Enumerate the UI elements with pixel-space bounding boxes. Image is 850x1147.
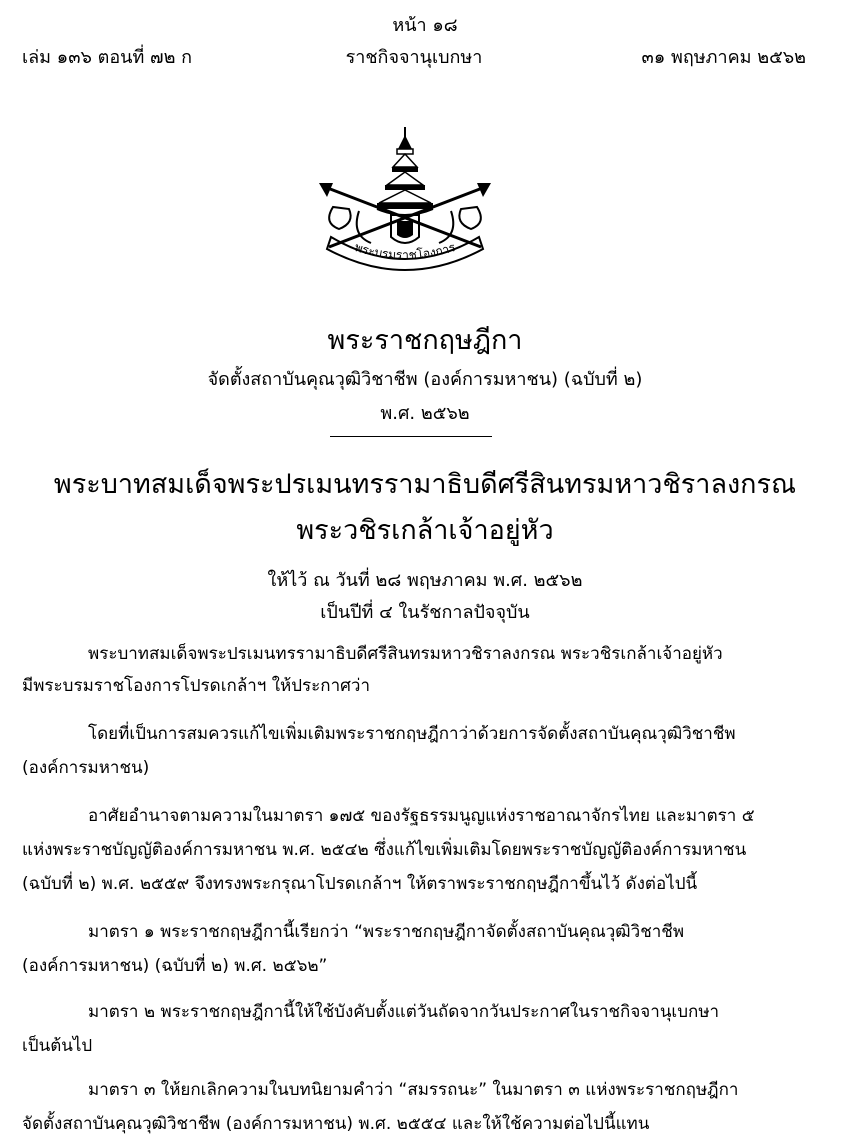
section-1-line: มาตรา ๑ พระราชกฤษฎีกานี้เรียกว่า “พระราชกฤษฎีกาจัดตั้งสถาบันคุณวุฒิวิชาชีพ (88, 922, 685, 942)
king-name-line1: พระบาทสมเด็จพระปรเมนทรรามาธิบดีศรีสินทรมหาวชิราลงกรณ (53, 469, 797, 500)
paragraph-line: อาศัยอำนาจตามความในมาตรา ๑๗๕ ของรัฐธรรมนูญแห่งราชอาณาจักรไทย และมาตรา ๕ (88, 806, 755, 826)
volume-issue: เล่ม ๑๓๖ ตอนที่ ๗๒ ก (22, 47, 193, 68)
reign-year: เป็นปีที่ ๔ ในรัชกาลปัจจุบัน (320, 602, 530, 623)
paragraph-line: (ฉบับที่ ๒) พ.ศ. ๒๕๕๙ จึงทรงพระกรุณาโปรดเกล้าฯ ให้ตราพระราชกฤษฎีกาขึ้นไว้ ดังต่อไปนี้ (22, 874, 698, 894)
publication-date: ๓๑ พฤษภาคม ๒๕๖๒ (641, 47, 806, 68)
given-date: ให้ไว้ ณ วันที่ ๒๘ พฤษภาคม พ.ศ. ๒๕๖๒ (267, 570, 583, 591)
paragraph-line: โดยที่เป็นการสมควรแก้ไขเพิ่มเติมพระราชกฤษฎีกาว่าด้วยการจัดตั้งสถาบันคุณวุฒิวิชาชีพ (88, 724, 736, 744)
gazette-header (22, 42, 806, 70)
section-3-line: จัดตั้งสถาบันคุณวุฒิวิชาชีพ (องค์การมหาชน) พ.ศ. ๒๕๕๔ และให้ใช้ความต่อไปนี้แทน (22, 1114, 650, 1134)
title-divider (330, 436, 492, 437)
seal-text: พระบรมราชโองการ (352, 239, 458, 263)
paragraph-line: (องค์การมหาชน) (22, 758, 150, 778)
royal-crown-emblem-icon (305, 125, 505, 280)
decree-subtitle: จัดตั้งสถาบันคุณวุฒิวิชาชีพ (องค์การมหาชน) (ฉบับที่ ๒) (207, 369, 643, 390)
gazette-name: ราชกิจจานุเบกษา (345, 47, 483, 68)
decree-title: พระราชกฤษฎีกา (327, 325, 523, 356)
paragraph-line: พระบาทสมเด็จพระปรเมนทรรามาธิบดีศรีสินทรมหาวชิราลงกรณ พระวชิรเกล้าเจ้าอยู่หัว (88, 644, 723, 664)
section-3-line: มาตรา ๓ ให้ยกเลิกความในบทนิยามคำว่า “สมรรถนะ” ในมาตรา ๓ แห่งพระราชกฤษฎีกา (88, 1080, 739, 1100)
king-name-line2: พระวชิรเกล้าเจ้าอยู่หัว (296, 515, 554, 546)
paragraph-line: แห่งพระราชบัญญัติองค์การมหาชน พ.ศ. ๒๕๔๒ ซึ่งแก้ไขเพิ่มเติมโดยพระราชบัญญัติองค์การมหาชน (22, 840, 747, 860)
page-number: หน้า ๑๘ (392, 15, 458, 36)
section-1-line: (องค์การมหาชน) (ฉบับที่ ๒) พ.ศ. ๒๕๖๒” (22, 956, 328, 976)
section-2-line: มาตรา ๒ พระราชกฤษฎีกานี้ให้ใช้บังคับตั้งแต่วันถัดจากวันประกาศในราชกิจจานุเบกษา (88, 1002, 720, 1022)
paragraph-line: มีพระบรมราชโองการโปรดเกล้าฯ ให้ประกาศว่า (22, 676, 371, 696)
section-2-line: เป็นต้นไป (22, 1036, 93, 1056)
decree-year: พ.ศ. ๒๕๖๒ (380, 403, 470, 424)
